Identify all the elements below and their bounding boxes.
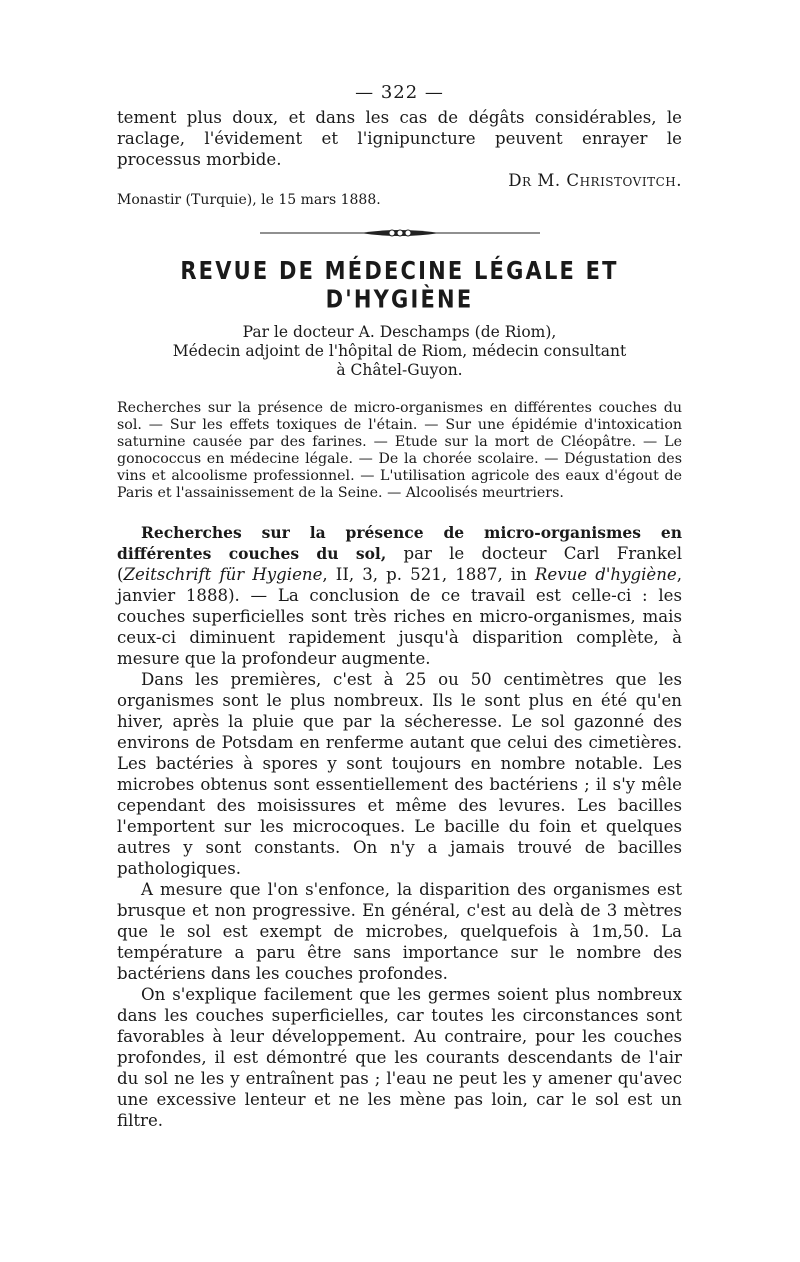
page-number: — 322 —	[355, 82, 444, 103]
journal-title: Zeitschrift für Hygiene	[123, 565, 323, 584]
continuation-paragraph: tement plus doux, et dans les cas de dégâts considérables, le raclage, l'évidement et l'ignipuncture peuvent enrayer le processus morbide.	[117, 108, 682, 169]
byline-location: à Châtel-Guyon.	[336, 361, 463, 379]
body-paragraph: Dans les premières, c'est à 25 ou 50 centimètres que les organismes sont le plus nombreux. Ils le sont plus en été qu'en hiver, après la pluie que par la sécheresse. Le sol gazonné des environs de Potsdam en renferme autant que celui des cimetières. Les bactéries à spores y sont toujours en nombre notable. Les microbes obtenus sont essentiellement des bactériens ; il s'y mêle cependant des moisissures et même des levures. Les bacilles l'emportent sur les microcoques. Le bacille du foin et quelques autres y sont constants. On n'y a jamais trouvé de bacilles pathologiques.	[117, 670, 682, 878]
article-lead-paragraph: Recherches sur la présence de micro-organismes en différentes couches du sol, par le docteur Carl Frankel (Zeitschrift für Hygiene, II, 3, p. 521, 1887, in Revue d'hygiène, janvier 1888). — La conclusion de ce travail est celle-ci : les couches superficielles sont très riches en micro-organismes, mais ceux-ci diminuent rapidement jusqu'à disparition complète, à mesure que la profondeur augmente.	[117, 523, 683, 668]
article-heading: Recherches sur la présence de micro-organismes en différentes couches du sol,	[117, 523, 682, 563]
body-paragraph: On s'explique facilement que les germes soient plus nombreux dans les couches superficielles, car toutes les circonstances sont favorables à leur développement. Au contraire, pour les couches profondes, il est démontré que les courants descendants de l'air du sol ne les y entraînent pas ; l'eau ne peut les y amener qu'avec une excessive lenteur et ne les mène pas loin, car le sol est un filtre.	[117, 985, 682, 1130]
book-page	[117, 82, 682, 1131]
signature-line	[117, 170, 682, 191]
byline-author: Par le docteur A. Deschamps (de Riom),	[242, 323, 557, 341]
place-date: Monastir (Turquie), le 15 mars 1888.	[117, 192, 381, 208]
contents-summary: Recherches sur la présence de micro-organismes en différentes couches du sol. — Sur les effets toxiques de l'étain. — Sur une épidémie d'intoxication saturnine causée par des farines. — Etude sur la mort de Cléopâtre. — Le gonococcus en médecine légale. — De la chorée scolaire. — Dégustation des vins et alcoolisme professionnel. — L'utilisation agricole des eaux d'égout de Paris et l'assainissement de la Seine. — Alcoolisés meurtriers.	[117, 400, 682, 501]
ornamental-divider	[250, 227, 550, 239]
author-signature: Dr M. Christovitch.	[508, 171, 682, 190]
journal-title: Revue d'hygiène	[534, 565, 677, 584]
body-paragraph: A mesure que l'on s'enfonce, la disparition des organismes est brusque et non progressive. En général, c'est au delà de 3 mètres que le sol est exempt de microbes, quelquefois à 1m,50. La température a paru être sans importance sur le nombre des bactériens dans les couches profondes.	[117, 880, 682, 983]
section-title: REVUE DE MÉDECINE LÉGALE ET D'HYGIÈNE	[180, 256, 619, 314]
byline-position: Médecin adjoint de l'hôpital de Riom, médecin consultant	[172, 342, 627, 360]
